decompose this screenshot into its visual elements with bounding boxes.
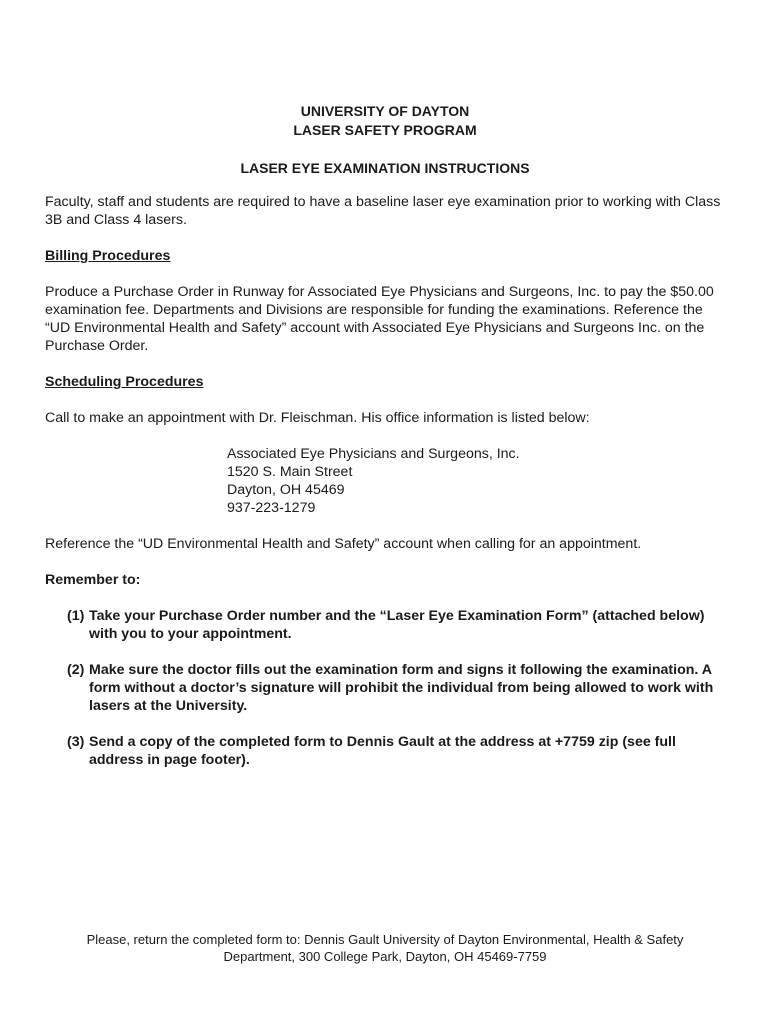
institution-name: UNIVERSITY OF DAYTON	[300, 103, 470, 119]
office-address	[227, 445, 725, 517]
remember-step	[67, 733, 725, 769]
remember-step	[67, 607, 725, 643]
program-name: LASER SAFETY PROGRAM	[293, 122, 477, 138]
billing-paragraph: Produce a Purchase Order in Runway for Associated Eye Physicians and Surgeons, Inc. to pay the $50.00 examination fee. Departments and Divisions are responsible for funding the examinations. Reference the “UD Environmental Health and Safety” account with Associated Eye Physicians and Surgeons Inc. on the Purchase Order.	[45, 284, 714, 354]
office-street: 1520 S. Main Street	[227, 464, 353, 480]
remember-heading: Remember to:	[45, 572, 141, 588]
step-number: (2)	[67, 662, 85, 678]
scheduling-heading: Scheduling Procedures	[45, 374, 204, 390]
reference-paragraph: Reference the “UD Environmental Health and Safety” account when calling for an appointment.	[45, 536, 642, 552]
step-text: Send a copy of the completed form to Dennis Gault at the address at +7759 zip (see full address in page footer).	[89, 734, 676, 768]
billing-heading: Billing Procedures	[45, 248, 171, 264]
remember-steps	[45, 607, 725, 769]
document-title: LASER EYE EXAMINATION INSTRUCTIONS	[240, 160, 530, 176]
step-text: Take your Purchase Order number and the “Laser Eye Examination Form” (attached below) with you to your appointment.	[89, 608, 705, 642]
step-text: Make sure the doctor fills out the examination form and signs it following the examination. A form without a doctor’s signature will prohibit the individual from being allowed to work with lasers at the University.	[89, 662, 714, 714]
page-footer	[0, 931, 770, 965]
document-body	[45, 193, 725, 787]
footer-line-1: Please, return the completed form to: Dennis Gault University of Dayton Environmental, Health & Safety	[86, 932, 684, 947]
office-city: Dayton, OH 45469	[227, 482, 345, 498]
footer-line-2: Department, 300 College Park, Dayton, OH 45469-7759	[223, 949, 547, 964]
scheduling-paragraph: Call to make an appointment with Dr. Fleischman. His office information is listed below:	[45, 410, 590, 426]
office-name: Associated Eye Physicians and Surgeons, Inc.	[227, 446, 520, 462]
step-number: (3)	[67, 734, 85, 750]
remember-step	[67, 661, 725, 715]
document-header	[0, 102, 770, 178]
step-number: (1)	[67, 608, 85, 624]
office-phone: 937-223-1279	[227, 500, 316, 516]
intro-paragraph: Faculty, staff and students are required to have a baseline laser eye examination prior to working with Class 3B and Class 4 lasers.	[45, 194, 721, 228]
